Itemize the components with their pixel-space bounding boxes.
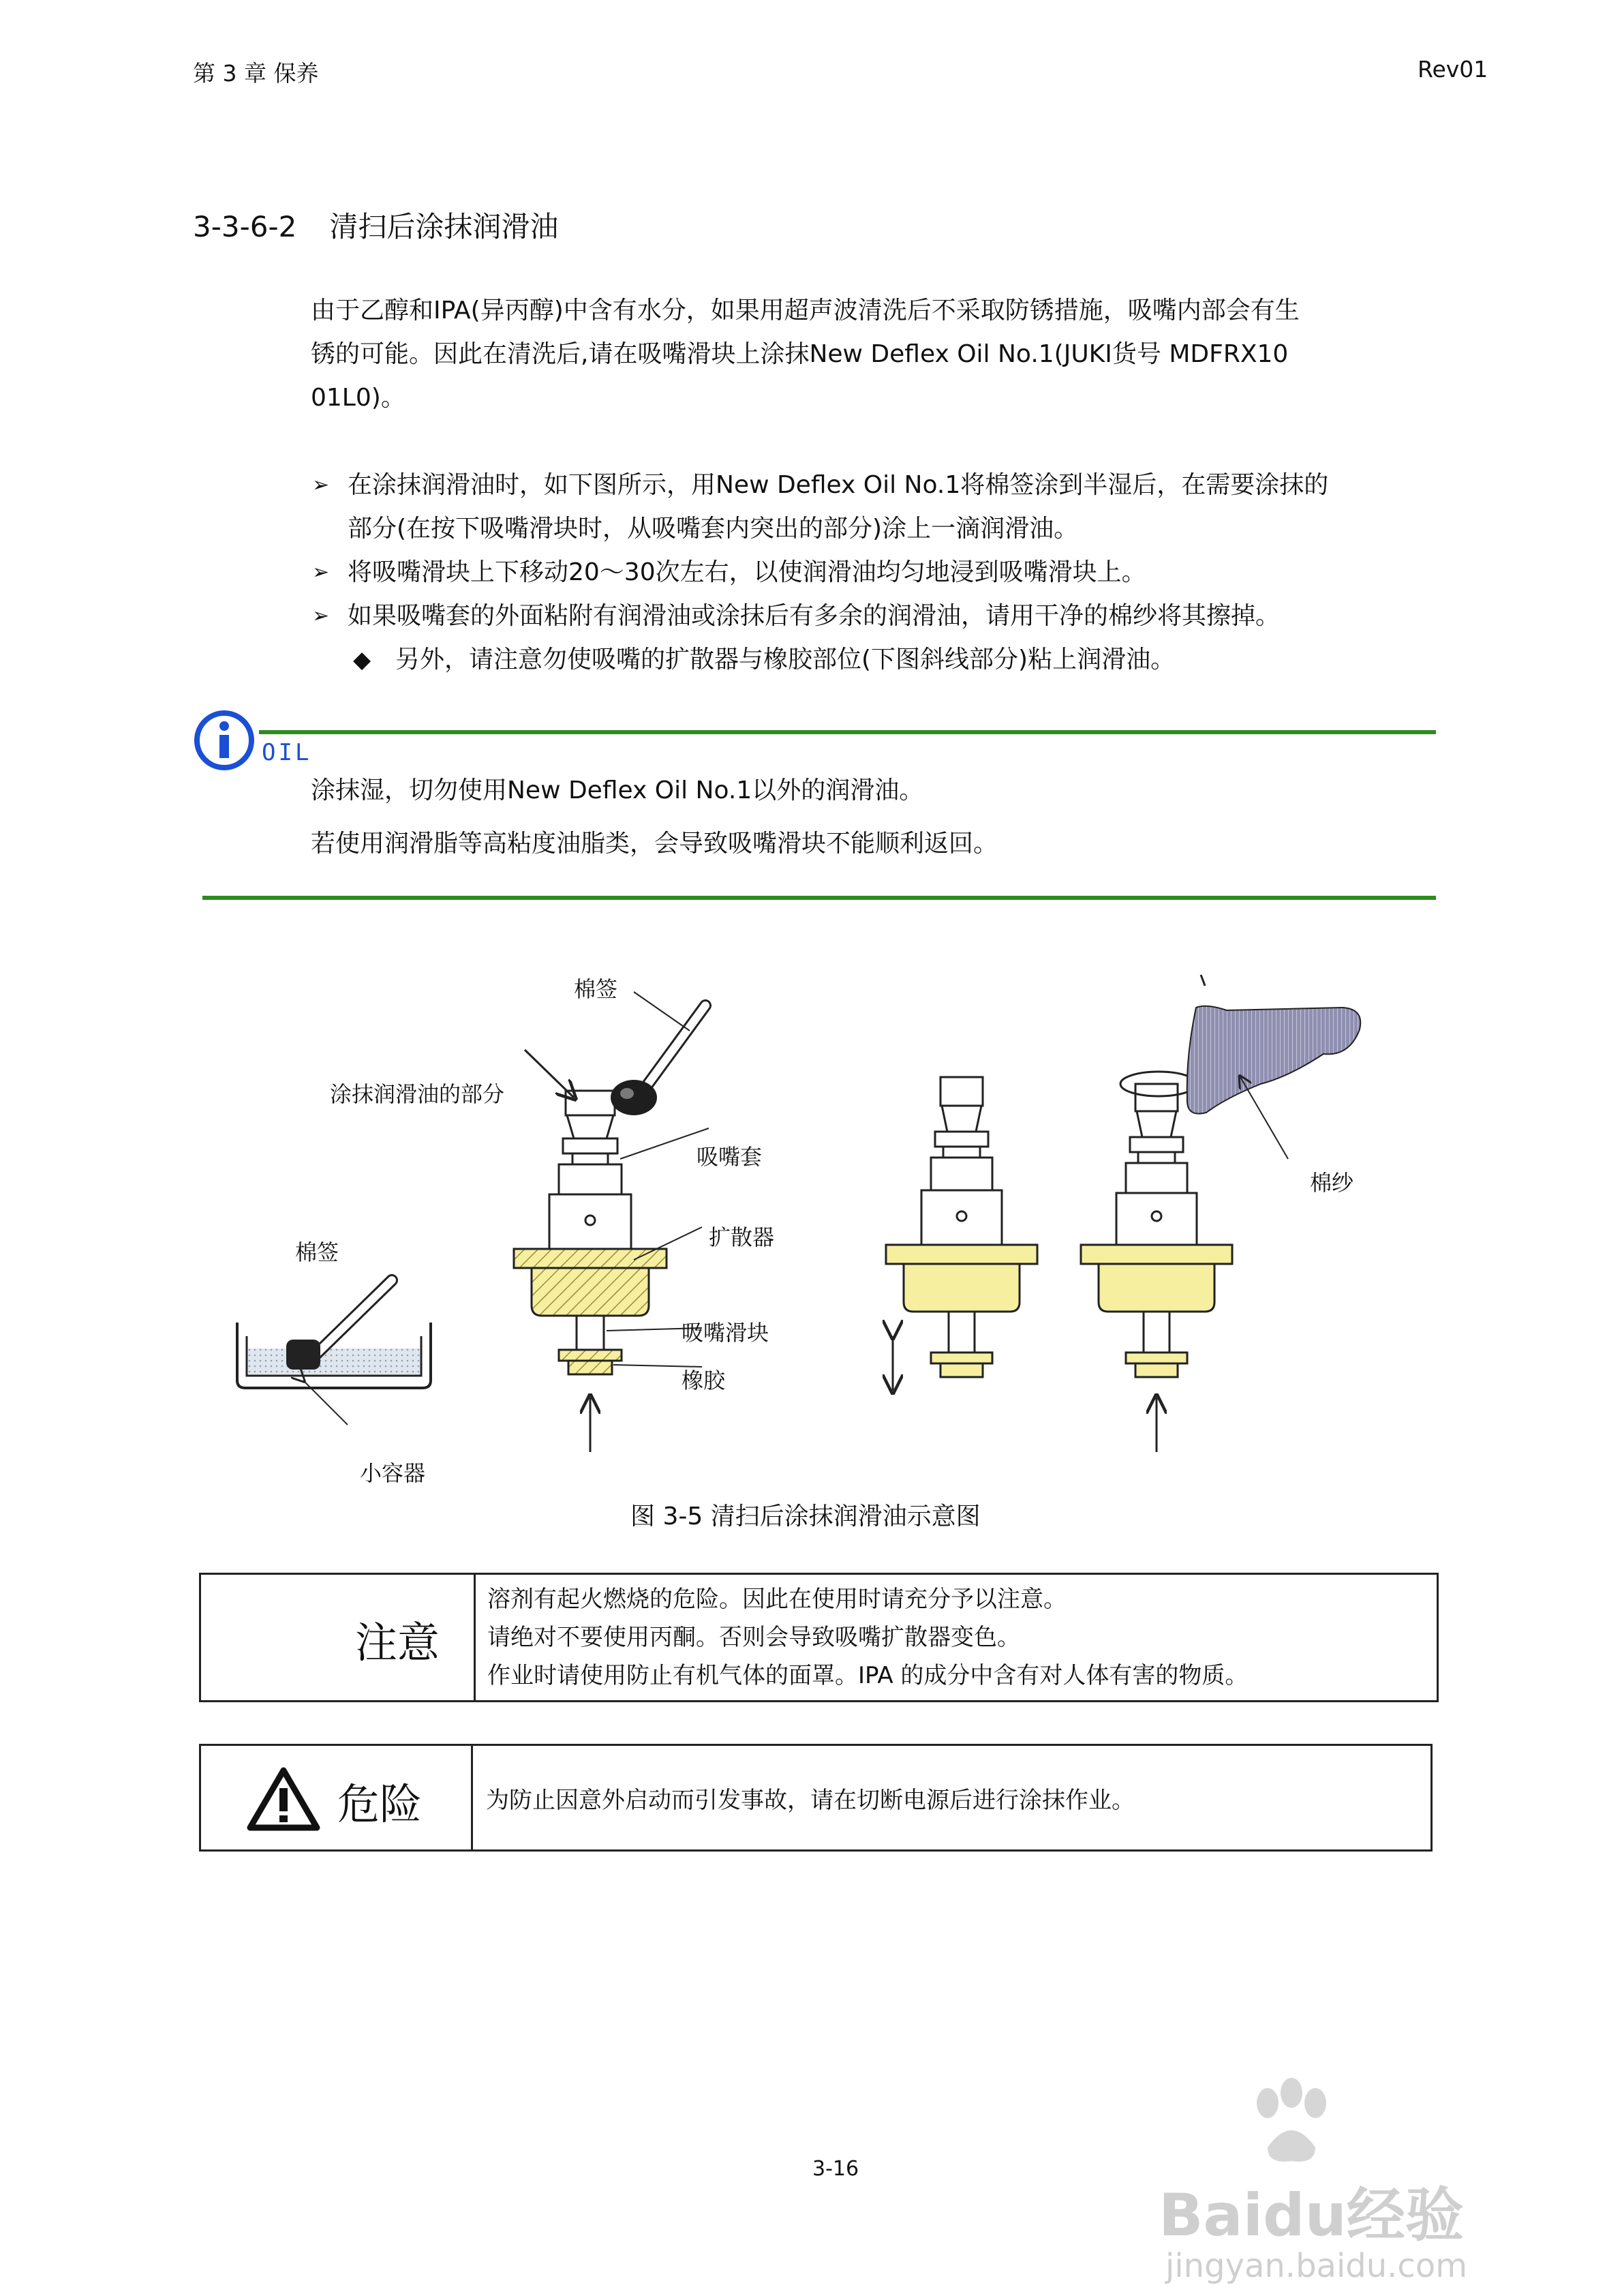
caution-box — [199, 1573, 1439, 1702]
watermark-brand: Baidu经验 — [1159, 2181, 1464, 2250]
label-cotton-yarn: 棉纱 — [1310, 1170, 1354, 1196]
intro-line: 锈的可能。因此在清洗后,请在吸嘴滑块上涂抹New Deflex Oil No.1(JUKI货号 MDFRX10 — [311, 340, 1289, 368]
caution-title: 注意 — [354, 1618, 440, 1667]
label-diffuser: 扩散器 — [709, 1224, 775, 1250]
label-rubber: 橡胶 — [682, 1368, 726, 1393]
danger-title: 危险 — [337, 1779, 423, 1829]
caution-line: 溶剂有起火燃烧的危险。因此在使用时请充分予以注意。 — [487, 1586, 1067, 1613]
info-note-line: 若使用润滑脂等高粘度油脂类，会导致吸嘴滑块不能顺利返回。 — [311, 830, 998, 858]
label-nozzle-sleeve: 吸嘴套 — [697, 1144, 763, 1170]
section-number: 3-3-6-2 — [193, 210, 297, 243]
label-apply-part: 涂抹润滑油的部分 — [330, 1081, 505, 1107]
bullet-line: 将吸嘴滑块上下移动20～30次左右，以使润滑油均匀地浸到吸嘴滑块上。 — [348, 558, 1146, 586]
info-note-line: 涂抹湿，切勿使用New Deflex Oil No.1以外的润滑油。 — [311, 776, 924, 804]
sub-bullet-text: 另外，请注意勿使吸嘴的扩散器与橡胶部位(下图斜线部分)粘上润滑油。 — [395, 646, 1176, 674]
watermark-url: jingyan.baidu.com — [1165, 2247, 1467, 2285]
intro-line: 由于乙醇和IPA(异丙醇)中含有水分，如果用超声波清洗后不采取防锈措施，吸嘴内部会有生 — [311, 297, 1300, 324]
divider-top — [259, 730, 1436, 734]
oil-label: OIL — [262, 739, 312, 766]
nozzle-1 — [514, 992, 709, 1452]
warning-triangle-icon — [246, 1766, 321, 1832]
diamond-bullet-icon: ◆ — [353, 646, 371, 674]
arrow-bullet-icon: ➢ — [312, 560, 330, 584]
intro-line: 01L0)。 — [311, 384, 406, 412]
arrow-bullet-icon: ➢ — [312, 473, 330, 497]
nozzle-2 — [886, 1077, 1037, 1391]
nozzle-3 — [1081, 975, 1360, 1452]
label-swab-top: 棉签 — [574, 976, 618, 1002]
figure-caption: 图 3-5 清扫后涂抹润滑油示意图 — [630, 1502, 981, 1530]
bullet-item — [312, 551, 1493, 594]
bullet-line: 部分(在按下吸嘴滑块时，从吸嘴套内突出的部分)涂上一滴润滑油。 — [348, 515, 1079, 543]
divider-bottom — [202, 896, 1436, 900]
page-number: 3-16 — [812, 2157, 859, 2181]
small-container — [237, 1280, 431, 1425]
label-swab-left: 棉签 — [295, 1239, 339, 1265]
revision-label: Rev01 — [1418, 56, 1488, 82]
intro-paragraph — [311, 289, 1483, 420]
bullet-item — [312, 464, 1493, 551]
sub-bullet-item — [353, 638, 1486, 682]
info-icon — [193, 709, 256, 772]
caution-text-cell — [487, 1575, 1431, 1700]
caution-line: 作业时请使用防止有机气体的面罩。IPA 的成分中含有对人体有害的物质。 — [487, 1662, 1249, 1689]
paw-icon — [1240, 2072, 1343, 2175]
bullet-item — [312, 594, 1493, 638]
arrow-bullet-icon: ➢ — [312, 604, 330, 628]
chapter-header: 第 3 章 保养 — [193, 60, 319, 87]
label-small-container: 小容器 — [360, 1460, 426, 1486]
danger-title-cell — [201, 1746, 473, 1849]
danger-box — [199, 1744, 1433, 1852]
section-title: 清扫后涂抹润滑油 — [329, 210, 559, 243]
caution-title-cell — [201, 1575, 476, 1700]
lubrication-diagram — [225, 954, 1397, 1500]
section-heading — [193, 205, 558, 245]
bullet-line: 在涂抹润滑油时，如下图所示，用New Deflex Oil No.1将棉签涂到半湿后，在需要涂抹的 — [348, 471, 1329, 499]
label-nozzle-slider: 吸嘴滑块 — [682, 1320, 769, 1346]
bullet-line: 如果吸嘴套的外面粘附有润滑油或涂抹后有多余的润滑油，请用干净的棉纱将其擦掉。 — [348, 602, 1281, 630]
caution-line: 请绝对不要使用丙酮。否则会导致吸嘴扩散器变色。 — [487, 1624, 1020, 1651]
danger-text-cell: 为防止因意外启动而引发事故，请在切断电源后进行涂抹作业。 — [486, 1787, 1135, 1814]
